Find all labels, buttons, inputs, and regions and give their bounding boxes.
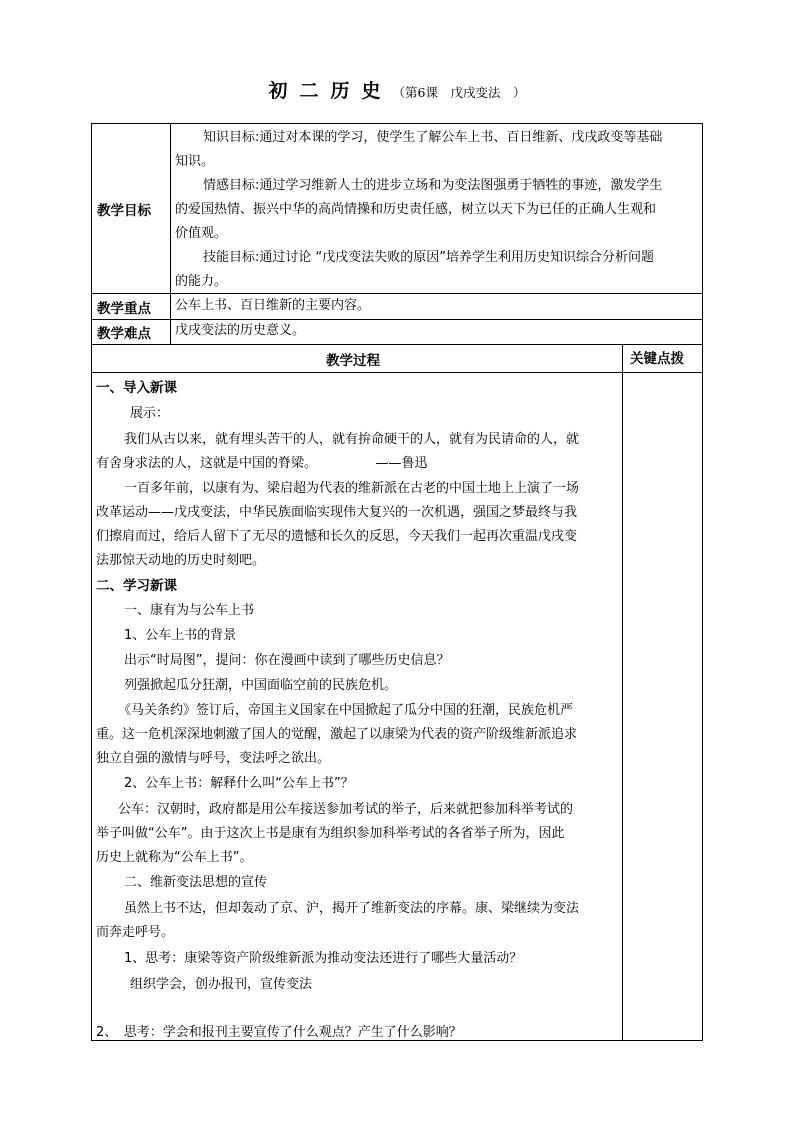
objective-line: 知识目标:通过对本课的学习，使学生了解公车上书、百日维新、戊戌政变等基础: [203, 130, 663, 145]
page-title: [0, 76, 794, 103]
process-line: 有舍身求法的人，这就是中国的脊梁。 ——鲁迅: [96, 456, 428, 471]
label-column-divider: [170, 123, 171, 345]
process-line: 改革运动——戊戌变法，中华民族面临实现伟大复兴的一次机遇，强国之梦最终与我: [96, 505, 578, 520]
process-line: 1、思考：康梁等资产阶级维新派为推动变法还进行了哪些大量活动？: [124, 951, 523, 966]
process-line: 而奔走呼号。: [96, 925, 175, 940]
process-line: 2、公车上书：解释什么叫“公车上书”？: [124, 776, 354, 791]
table-border-right: [702, 123, 703, 1041]
process-line: 2、 思考：学会和报刊主要宣传了什么观点？产生了什么影响？: [96, 1025, 462, 1040]
title-subtitle: （第6课 戊戌变法 ）: [392, 85, 526, 100]
row-divider: [91, 319, 703, 320]
section-heading: 二、学习新课: [96, 578, 177, 594]
objectives-label: 教学目标: [97, 203, 151, 219]
table-border-top: [91, 123, 703, 124]
process-line: 一百多年前，以康有为、梁启超为代表的维新派在古老的中国土地上上演了一场: [124, 481, 580, 496]
process-line: 列强掀起瓜分狂潮，中国面临空前的民族危机。: [124, 678, 398, 693]
key-point-label: 教学重点: [97, 301, 151, 317]
process-line: 出示“时局图”，提问：你在漫画中读到了哪些历史信息？: [124, 653, 450, 668]
difficulty-text: 戊戌变法的历史意义。: [175, 323, 306, 338]
table-border-left: [91, 123, 92, 1041]
side-column-divider: [622, 344, 623, 1041]
objective-line: 的能力。: [175, 274, 228, 289]
row-divider: [91, 372, 703, 373]
process-line: 组织学会，创办报刊，宣传变法: [130, 977, 313, 992]
objective-line: 价值观。: [175, 226, 228, 241]
process-header: 教学过程: [326, 353, 380, 369]
process-line: 法那惊天动地的历史时刻吧。: [96, 553, 266, 568]
process-line: 《马关条约》签订后，帝国主义国家在中国掀起了瓜分中国的狂潮，民族危机严: [118, 703, 574, 718]
key-point-text: 公车上书、百日维新的主要内容。: [175, 298, 371, 313]
side-notes-header: 关键点拨: [630, 351, 684, 367]
process-line: 公车：汉朝时，政府都是用公车接送参加考试的举子，后来就把参加科举考试的: [118, 802, 574, 817]
process-line: 历史上就称为“公车上书”。: [96, 850, 253, 865]
objective-line: 技能目标:通过讨论 “戊戌变法失败的原因”培养学生利用历史知识综合分析问题: [203, 250, 654, 265]
process-line: 重。这一危机深深地刺激了国人的觉醒，激起了以康梁为代表的资产阶级维新派追求: [96, 727, 578, 742]
row-divider: [91, 293, 703, 294]
process-line: 举子叫做“公车”。由于这次上书是康有为组织参加科举考试的各省举子所为，因此: [96, 826, 565, 841]
title-main: 初二历史: [268, 80, 393, 102]
objective-line: 知识。: [175, 154, 215, 169]
process-line: 们擦肩而过，给后人留下了无尽的遗憾和长久的反思，今天我们一起再次重温戊戌变: [96, 529, 578, 544]
process-line: 虽然上书不达，但却轰动了京、沪，揭开了维新变法的序幕。康、梁继续为变法: [124, 901, 580, 916]
process-line: 二、维新变法思想的宣传: [124, 875, 268, 890]
process-line: 展示：: [130, 406, 170, 421]
objective-line: 的爱国热情、振兴中华的高尚情操和历史责任感，树立以天下为已任的正确人生观和: [175, 202, 657, 217]
process-line: 我们从古以来，就有埋头苦干的人，就有拚命硬干的人，就有为民请命的人，就: [124, 432, 580, 447]
row-divider: [91, 344, 703, 345]
section-heading: 一、导入新课: [96, 380, 177, 396]
objective-line: 情感目标:通过学习维新人士的进步立场和为变法图强勇于牺牲的事迹，激发学生: [203, 178, 663, 193]
process-line: 独立自强的激情与呼号，变法呼之欲出。: [96, 751, 331, 766]
process-line: 1、公车上书的背景: [124, 628, 237, 643]
difficulty-label: 教学难点: [97, 326, 151, 342]
process-line: 一、康有为与公车上书: [124, 603, 255, 618]
